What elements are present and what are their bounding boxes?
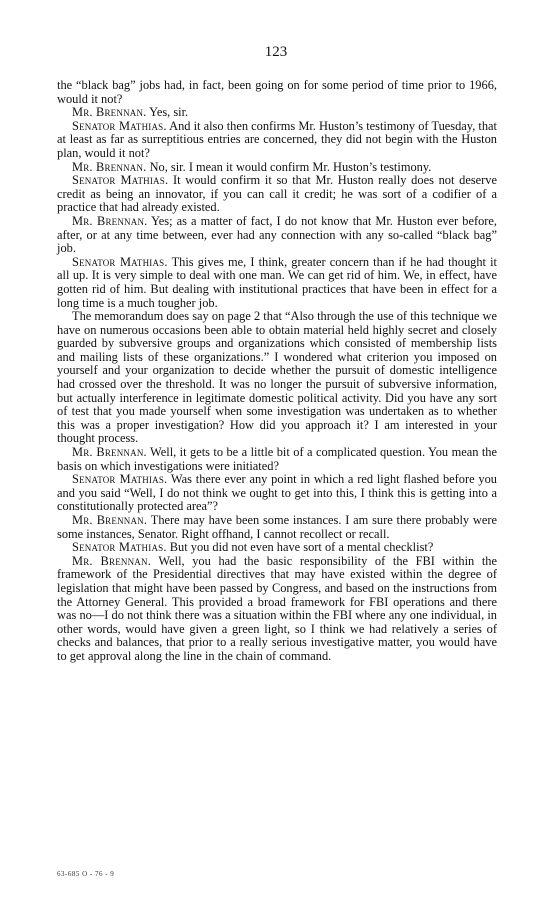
paragraph-text: No, sir. I mean it would confirm Mr. Huston’s testimony. xyxy=(146,159,432,174)
paragraph-text: There may have been some instances. I am sure there probably were some instances, Senator. Right offhand, I cannot recollect or recall. xyxy=(57,513,497,541)
transcript-body xyxy=(57,79,497,664)
transcript-paragraph xyxy=(57,541,497,555)
speaker-name: Senator Mathias. xyxy=(72,118,167,133)
print-code: 63-685 O - 76 - 9 xyxy=(57,870,115,878)
page-number: 123 xyxy=(264,44,288,60)
transcript-paragraph xyxy=(57,446,497,473)
transcript-paragraph xyxy=(57,555,497,664)
paragraph-text: This gives me, I think, greater concern than if he had thought it all up. It is very simple to deal with one man. We can get rid of him. We, in effect, have gotten rid of him. But dealing with institutional practices that have been in effect for a long time is a much tougher job. xyxy=(57,254,497,310)
speaker-name: Mr. Brennan. xyxy=(72,105,147,120)
speaker-name: Mr. Brennan. xyxy=(72,213,148,228)
paragraph-text: the “black bag” jobs had, in fact, been going on for some period of time prior to 1966, would it not? xyxy=(57,78,497,106)
paragraph-text: The memorandum does say on page 2 that “Also through the use of this technique we have on numerous occasions been able to obtain material held highly secret and closely guarded by subversive groups and organizations which consisted of membership lists and mailing lists of these organizations.” I wondered what criterion you imposed on yourself and your organization to decide whether the pursuit of domestic intelligence had crossed over the threshold. It was no longer the pursuit of subversive information, but actually interference in legitimate domestic political activity. Did you have any sort of test that you made yourself when some investigation was undertaken as to whether this was a proper investigation? How did you approach it? I am interested in your thought process. xyxy=(57,309,497,446)
transcript-paragraph xyxy=(57,310,497,446)
paragraph-text: Yes; as a matter of fact, I do not know that Mr. Huston ever before, after, or at any time between, ever had any connection with any so-called “black bag” job. xyxy=(57,213,498,256)
paragraph-text: But you did not even have sort of a mental checklist? xyxy=(166,540,434,555)
transcript-paragraph xyxy=(57,120,497,161)
speaker-name: Senator Mathias. xyxy=(72,173,169,188)
transcript-paragraph xyxy=(57,473,497,514)
speaker-name: Mr. Brennan. xyxy=(72,159,147,174)
paragraph-text: Well, it gets to be a little bit of a complicated question. You mean the basis on which investigations were initiated? xyxy=(57,445,497,473)
speaker-name: Mr. Brennan. xyxy=(72,513,148,527)
speaker-name: Senator Mathias. xyxy=(72,472,168,487)
speaker-name: Senator Mathias. xyxy=(72,254,168,269)
paragraph-text: It would confirm it so that Mr. Huston really does not deserve credit as being an innovator, if you can call it credit; he was sort of a codifier of a practice that had already existed. xyxy=(57,173,497,215)
transcript-paragraph xyxy=(57,161,497,175)
speaker-name: Mr. Brennan. xyxy=(72,553,152,568)
paragraph-text: Well, you had the basic responsibility of the FBI within the framework of the Presidential directives that may have existed within the degree of legislation that might have been passed by Congress, and based on the instructions from the Attorney General. This provided a broad framework for FBI operations and there was no—I do not think there was a situation within the FBI where any one individual, in other words, would have given a green light, so I think we had relatively a series of checks and balances, that prior to a really serious investigative matter, you would have to get approval along the line in the chain of command. xyxy=(57,553,497,663)
paragraph-text: And it also then confirms Mr. Huston’s testimony of Tuesday, that at least as far as surreptitious entries are concerned, they did not begin with the Huston plan, would it not? xyxy=(57,118,497,160)
transcript-paragraph xyxy=(57,174,497,215)
transcript-paragraph xyxy=(57,514,497,541)
transcript-paragraph xyxy=(57,106,497,120)
transcript-paragraph xyxy=(57,79,497,106)
speaker-name: Mr. Brennan. xyxy=(72,445,147,460)
speaker-name: Senator Mathias. xyxy=(72,540,167,555)
paragraph-text: Was there ever any point in which a red light flashed before you and you said “Well, I do not think we ought to get into this, I think this is getting into a constitutionally protected area”? xyxy=(57,472,497,514)
transcript-paragraph xyxy=(57,215,497,256)
transcript-paragraph xyxy=(57,256,497,310)
paragraph-text: Yes, sir. xyxy=(146,105,189,120)
